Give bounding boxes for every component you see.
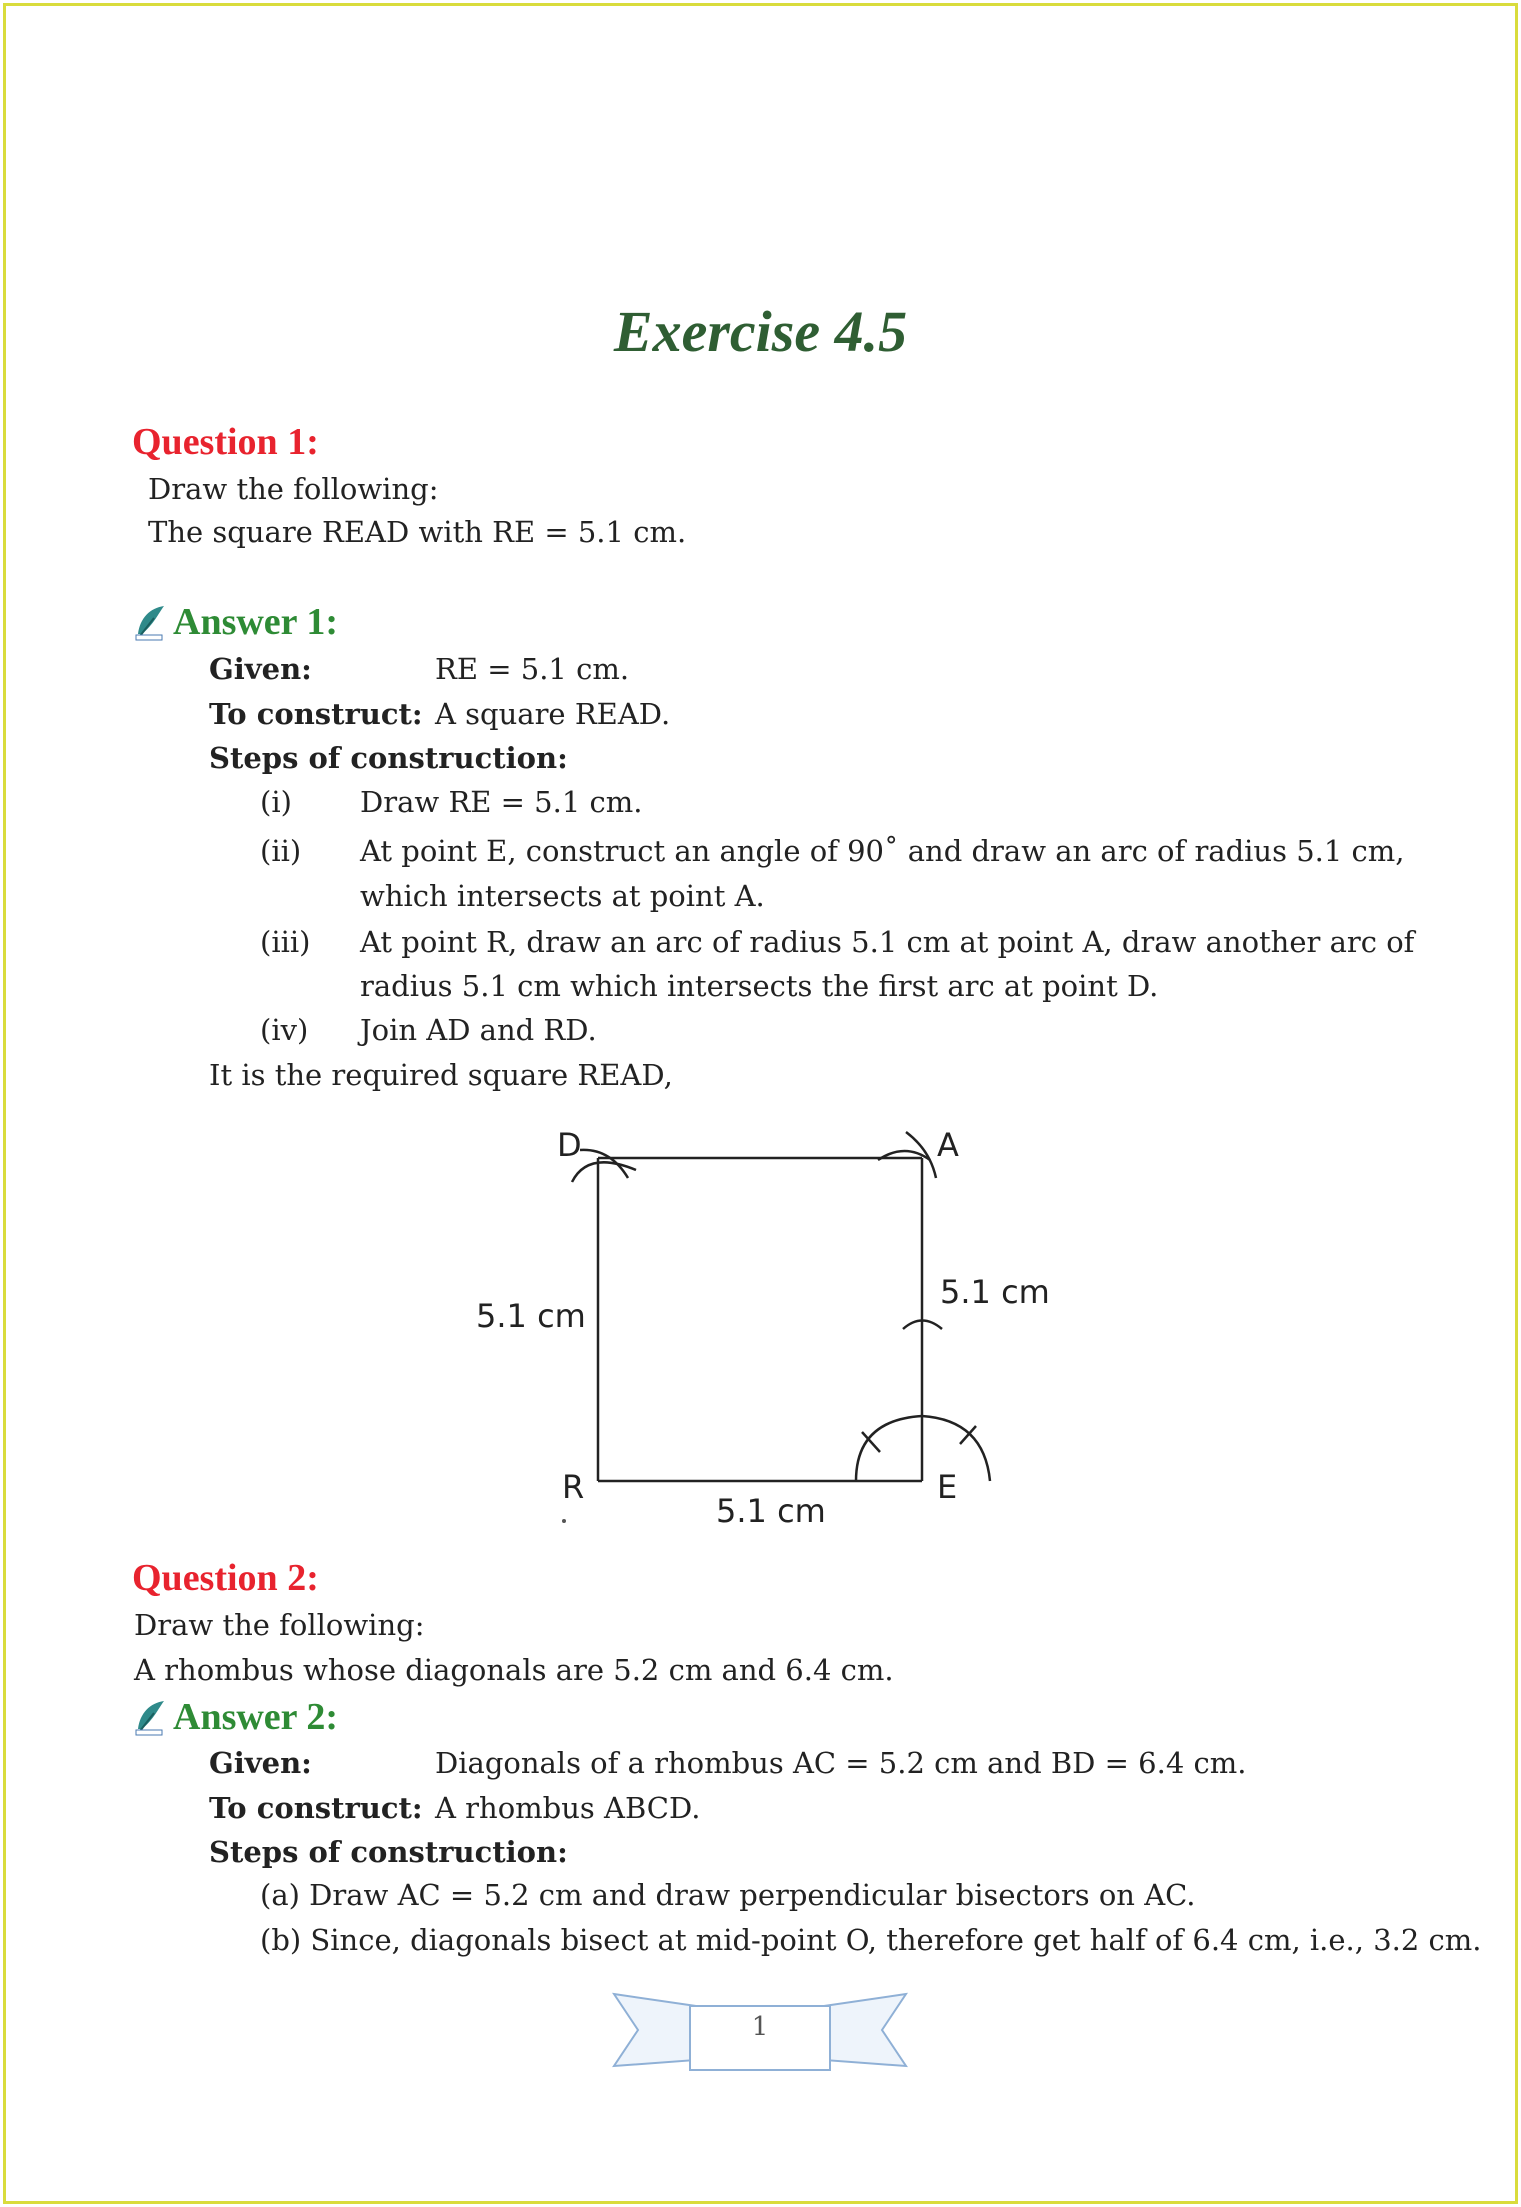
step-text: which intersects at point A. xyxy=(360,879,765,913)
side-label-bottom: 5.1 cm xyxy=(716,1492,826,1530)
step-number: (i) xyxy=(260,785,292,819)
step-text: Join AD and RD. xyxy=(360,1013,597,1047)
steps-label: Steps of construction: xyxy=(209,741,568,775)
vertex-label-A: A xyxy=(937,1126,959,1164)
step-text: (a) Draw AC = 5.2 cm and draw perpendicular bisectors on AC. xyxy=(260,1878,1196,1912)
question-1-heading: Question 1: xyxy=(132,421,319,463)
construct-label: To construct: xyxy=(209,697,423,731)
side-label-right: 5.1 cm xyxy=(940,1273,1050,1311)
answer-2-heading: Answer 2: xyxy=(173,1696,339,1738)
construct-value: A square READ. xyxy=(435,697,671,731)
question-2-line: A rhombus whose diagonals are 5.2 cm and 6.4 cm. xyxy=(134,1653,894,1687)
vertex-label-D: D xyxy=(557,1126,582,1164)
given-value: Diagonals of a rhombus AC = 5.2 cm and BD = 6.4 cm. xyxy=(435,1746,1247,1780)
step-number: (iv) xyxy=(260,1013,309,1047)
step-text: Draw RE = 5.1 cm. xyxy=(360,785,643,819)
given-value: RE = 5.1 cm. xyxy=(435,652,630,686)
answer-quill-icon xyxy=(134,1699,168,1737)
conclusion-text: It is the required square READ, xyxy=(209,1058,673,1092)
step-number: (ii) xyxy=(260,834,302,868)
vertex-label-E: E xyxy=(937,1468,958,1506)
construct-value: A rhombus ABCD. xyxy=(435,1791,701,1825)
question-2-heading: Question 2: xyxy=(132,1557,319,1599)
given-label: Given: xyxy=(209,652,312,686)
question-1-line: The square READ with RE = 5.1 cm. xyxy=(148,515,687,549)
construct-label: To construct: xyxy=(209,1791,423,1825)
step-text: At point E, construct an angle of 90˚ and draw an arc of radius 5.1 cm, xyxy=(360,834,1405,868)
steps-label: Steps of construction: xyxy=(209,1835,568,1869)
vertex-label-R: R xyxy=(562,1468,585,1506)
side-label-left: 5.1 cm xyxy=(476,1297,586,1335)
page-number: 1 xyxy=(751,2012,769,2042)
stray-mark xyxy=(562,1519,566,1523)
given-label: Given: xyxy=(209,1746,312,1780)
question-1-line: Draw the following: xyxy=(148,472,439,506)
step-text: (b) Since, diagonals bisect at mid-point O, therefore get half of 6.4 cm, i.e., 3.2 cm. xyxy=(260,1923,1482,1957)
answer-1-heading: Answer 1: xyxy=(173,601,339,643)
exercise-title: Exercise 4.5 xyxy=(613,299,908,364)
step-text: radius 5.1 cm which intersects the first arc at point D. xyxy=(360,969,1159,1003)
step-number: (iii) xyxy=(260,925,311,959)
step-text: At point R, draw an arc of radius 5.1 cm at point A, draw another arc of xyxy=(360,925,1415,959)
question-2-line: Draw the following: xyxy=(134,1608,425,1642)
arc-D1 xyxy=(572,1162,636,1182)
